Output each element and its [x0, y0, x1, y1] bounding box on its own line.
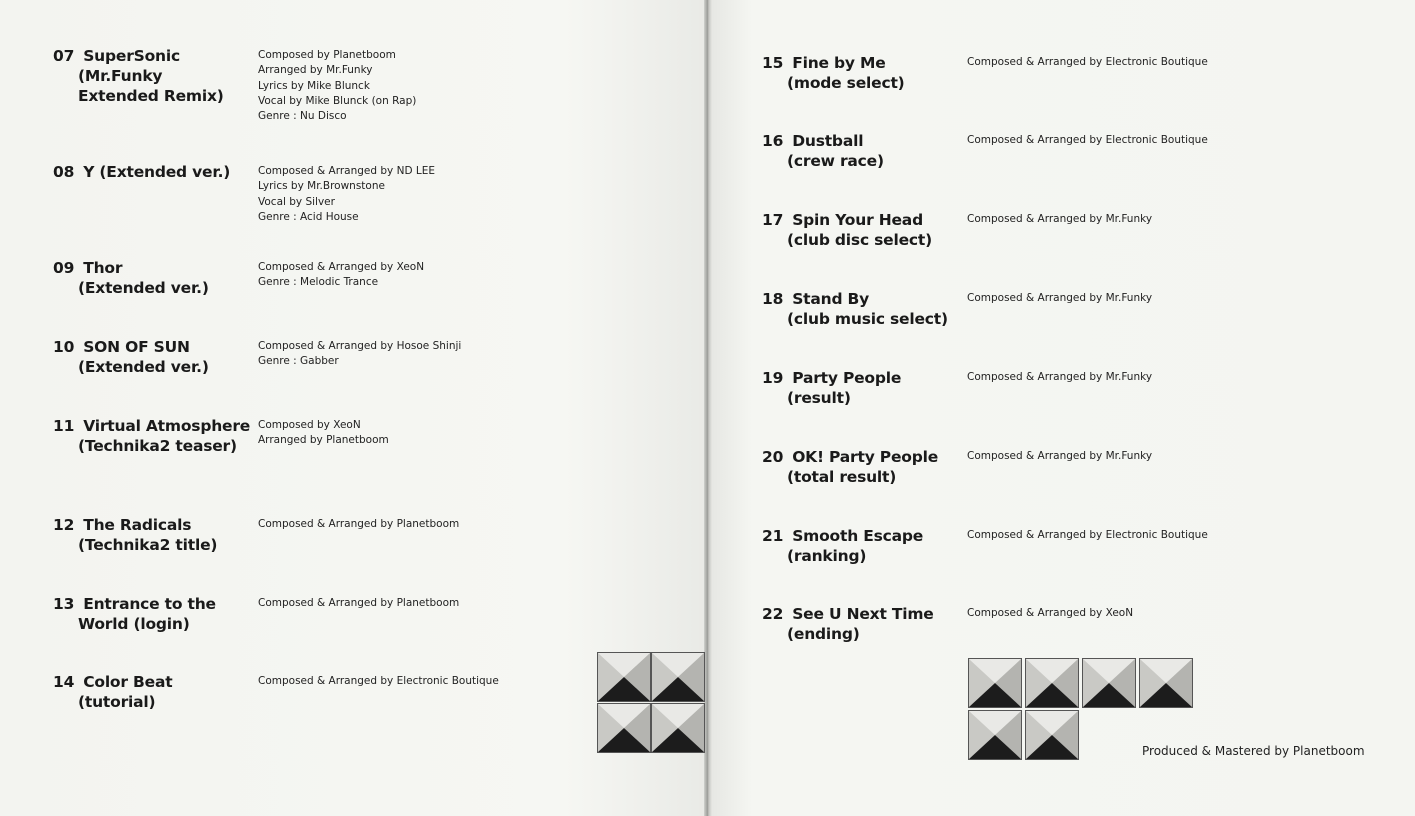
track-credits — [258, 596, 459, 611]
track-credits — [967, 212, 1152, 227]
pyramid-stud-icon — [1025, 710, 1079, 760]
booklet-spine — [704, 0, 712, 816]
track-subtitle: World (login) — [78, 615, 190, 633]
credit-line: Lyrics by Mike Blunck — [258, 79, 370, 92]
credit-line: Vocal by Silver — [258, 195, 335, 208]
credit-line: Lyrics by Mr.Brownstone — [258, 180, 385, 193]
credit-line: Genre : Melodic Trance — [258, 276, 379, 289]
track-number: 22 — [762, 605, 784, 623]
credit-line: Composed by XeoN — [258, 419, 361, 431]
track-title — [53, 337, 209, 377]
track-number: 20 — [762, 448, 784, 466]
credit-line: Genre : Nu Disco — [258, 110, 347, 123]
track-name: SuperSonic — [78, 47, 180, 65]
track-title — [762, 53, 905, 93]
credit-line: Composed & Arranged by Mr.Funky — [967, 450, 1153, 462]
track-title — [762, 210, 932, 250]
track-title — [53, 162, 230, 182]
credit-line: Composed & Arranged by Planetboom — [258, 597, 460, 609]
track-title — [762, 368, 901, 408]
track-title — [762, 526, 923, 566]
credit-line: Arranged by Planetboom — [258, 434, 389, 447]
pyramid-stud-icon — [1025, 658, 1079, 708]
track-subtitle: (club disc select) — [787, 231, 932, 249]
pyramid-stud-icon — [651, 703, 705, 753]
track-name: Smooth Escape — [787, 527, 924, 545]
track-name: Fine by Me — [787, 54, 886, 72]
track-number: 09 — [53, 259, 75, 277]
track-credits — [258, 48, 416, 124]
track-name: The Radicals — [78, 516, 192, 534]
track-credits — [967, 370, 1152, 385]
track-number: 10 — [53, 338, 75, 356]
track-subtitle: (club music select) — [787, 310, 948, 328]
track-subtitle: (Mr.Funky — [78, 67, 163, 85]
track-name: Dustball — [787, 132, 864, 150]
credit-line: Composed by Planetboom — [258, 49, 396, 61]
track-subtitle: (Extended ver.) — [78, 358, 209, 376]
track-number: 11 — [53, 417, 75, 435]
track-credits — [258, 517, 459, 532]
credit-line: Composed & Arranged by Electronic Boutique — [967, 134, 1208, 146]
pyramid-stud-icon — [968, 658, 1022, 708]
track-credits — [967, 449, 1152, 464]
pyramid-stud-icon — [968, 710, 1022, 760]
track-subtitle: (result) — [787, 389, 851, 407]
credit-line: Composed & Arranged by ND LEE — [258, 165, 435, 177]
pyramid-stud-icon — [1082, 658, 1136, 708]
credit-line: Composed & Arranged by Mr.Funky — [967, 213, 1153, 225]
track-title — [762, 289, 948, 329]
track-title — [762, 131, 884, 171]
credit-line: Composed & Arranged by Hosoe Shinji — [258, 340, 462, 352]
track-subtitle: (ranking) — [787, 547, 867, 565]
track-number: 12 — [53, 516, 75, 534]
credit-line: Composed & Arranged by Electronic Boutique — [967, 56, 1208, 68]
track-name: OK! Party People — [787, 448, 939, 466]
credit-line: Composed & Arranged by Electronic Boutique — [258, 675, 499, 687]
track-title — [53, 46, 224, 106]
track-number: 15 — [762, 54, 784, 72]
track-title — [762, 604, 934, 644]
track-title — [53, 594, 216, 634]
track-subtitle: (mode select) — [787, 74, 905, 92]
track-title — [53, 515, 217, 555]
track-number: 08 — [53, 163, 75, 181]
track-subtitle: (ending) — [787, 625, 860, 643]
track-credits — [258, 339, 461, 370]
credit-line: Genre : Gabber — [258, 355, 339, 368]
track-name: Entrance to the — [78, 595, 216, 613]
track-number: 13 — [53, 595, 75, 613]
track-credits — [258, 164, 435, 225]
track-subtitle: (Technika2 title) — [78, 536, 218, 554]
track-title — [53, 416, 250, 456]
track-number: 07 — [53, 47, 75, 65]
track-credits — [967, 606, 1133, 621]
track-name: See U Next Time — [787, 605, 934, 623]
credit-line: Vocal by Mike Blunck (on Rap) — [258, 94, 417, 107]
track-credits — [967, 291, 1152, 306]
track-title — [53, 258, 209, 298]
track-subtitle: (Technika2 teaser) — [78, 437, 237, 455]
track-credits — [258, 674, 499, 689]
credit-line: Composed & Arranged by XeoN — [258, 261, 425, 273]
track-name: Spin Your Head — [787, 211, 923, 229]
track-title — [53, 672, 172, 712]
track-name: SON OF SUN — [78, 338, 190, 356]
credit-line: Composed & Arranged by Electronic Boutique — [967, 529, 1208, 541]
pyramid-stud-icon — [651, 652, 705, 702]
track-subtitle: (crew race) — [787, 152, 884, 170]
pyramid-stud-icon — [597, 703, 651, 753]
track-credits — [967, 528, 1208, 543]
credit-line: Arranged by Mr.Funky — [258, 64, 373, 77]
track-name: Stand By — [787, 290, 870, 308]
track-credits — [258, 260, 424, 291]
credit-line: Composed & Arranged by Mr.Funky — [967, 371, 1153, 383]
track-number: 17 — [762, 211, 784, 229]
track-subtitle: (Extended ver.) — [78, 279, 209, 297]
produced-credit: Produced & Mastered by Planetboom — [1142, 744, 1365, 758]
pyramid-stud-icon — [1139, 658, 1193, 708]
track-subtitle: Extended Remix) — [78, 87, 224, 105]
track-subtitle: (tutorial) — [78, 693, 156, 711]
track-credits — [967, 133, 1208, 148]
track-subtitle: (total result) — [787, 468, 897, 486]
track-number: 14 — [53, 673, 75, 691]
credit-line: Composed & Arranged by XeoN — [967, 607, 1134, 619]
track-number: 18 — [762, 290, 784, 308]
credit-line: Composed & Arranged by Planetboom — [258, 518, 460, 530]
track-name: Y (Extended ver.) — [78, 163, 231, 181]
track-name: Thor — [78, 259, 123, 277]
track-name: Virtual Atmosphere — [78, 417, 251, 435]
track-number: 19 — [762, 369, 784, 387]
credit-line: Genre : Acid House — [258, 210, 359, 223]
track-credits — [258, 418, 389, 449]
credit-line: Composed & Arranged by Mr.Funky — [967, 292, 1153, 304]
track-title — [762, 447, 938, 487]
track-credits — [967, 55, 1208, 70]
track-number: 21 — [762, 527, 784, 545]
pyramid-stud-icon — [597, 652, 651, 702]
track-name: Color Beat — [78, 673, 173, 691]
track-number: 16 — [762, 132, 784, 150]
track-name: Party People — [787, 369, 902, 387]
